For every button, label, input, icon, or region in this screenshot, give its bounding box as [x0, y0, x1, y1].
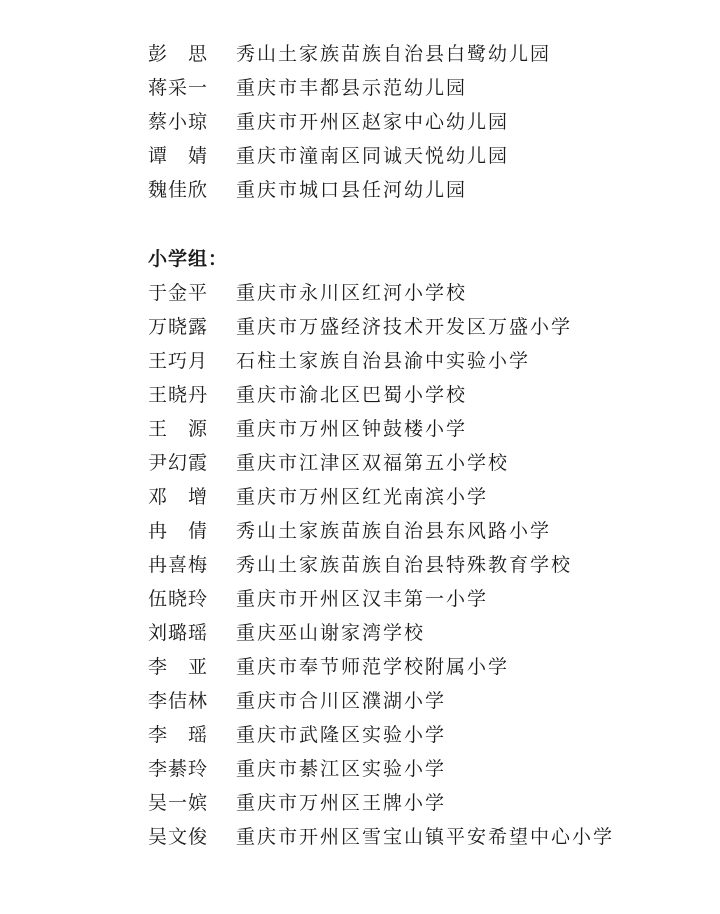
- list-item: [148, 173, 688, 207]
- school-name: 重庆市万州区钟鼓楼小学: [236, 418, 468, 440]
- school-name: 重庆市开州区赵家中心幼儿园: [236, 111, 510, 133]
- list-item: [148, 786, 688, 820]
- school-name: 重庆市万州区红光南滨小学: [236, 486, 489, 508]
- teacher-name: 尹幻霞: [148, 452, 209, 474]
- list-item: [148, 684, 688, 718]
- list-item: [148, 310, 688, 344]
- teacher-name: 吴一嫔: [148, 792, 209, 814]
- school-name: 重庆市城口县任河幼儿园: [236, 179, 468, 201]
- list-item: [148, 344, 688, 378]
- teacher-name: 冉 倩: [148, 520, 209, 542]
- list-item: [148, 412, 688, 446]
- teacher-name: 李佶林: [148, 690, 209, 712]
- teacher-name: 魏佳欣: [148, 179, 209, 201]
- teacher-name: 伍晓玲: [148, 588, 209, 610]
- school-name: 重庆市奉节师范学校附属小学: [236, 656, 510, 678]
- teacher-name: 王巧月: [148, 350, 209, 372]
- school-name: 重庆巫山谢家湾学校: [236, 622, 426, 644]
- teacher-name: 李綦玲: [148, 758, 209, 780]
- school-name: 秀山土家族苗族自治县东风路小学: [236, 520, 552, 542]
- teacher-name: 李 瑶: [148, 724, 209, 746]
- teacher-name: 邓 增: [148, 486, 209, 508]
- school-name: 重庆市江津区双福第五小学校: [236, 452, 510, 474]
- list-item: [148, 718, 688, 752]
- teacher-name: 谭 婧: [148, 145, 209, 167]
- teacher-name: 蔡小琼: [148, 111, 209, 133]
- primary-group-section: [148, 242, 688, 854]
- school-name: 重庆市丰都县示范幼儿园: [236, 77, 468, 99]
- teacher-name: 吴文俊: [148, 826, 209, 848]
- teacher-name: 万晓露: [148, 316, 209, 338]
- list-item: [148, 616, 688, 650]
- school-name: 重庆市渝北区巴蜀小学校: [236, 384, 468, 406]
- list-item: [148, 276, 688, 310]
- kindergarten-list-tail: [148, 37, 688, 207]
- section-heading: 小学组：: [148, 248, 229, 270]
- list-item: [148, 139, 688, 173]
- list-item: [148, 105, 688, 139]
- list-item: [148, 650, 688, 684]
- list-item: [148, 752, 688, 786]
- school-name: 秀山土家族苗族自治县白鹭幼儿园: [236, 43, 552, 65]
- list-item: [148, 548, 688, 582]
- list-item: [148, 820, 688, 854]
- school-name: 重庆市开州区汉丰第一小学: [236, 588, 489, 610]
- teacher-name: 冉喜梅: [148, 554, 209, 576]
- school-name: 重庆市永川区红河小学校: [236, 282, 468, 304]
- school-name: 重庆市开州区雪宝山镇平安希望中心小学: [236, 826, 615, 848]
- school-name: 重庆市万州区王牌小学: [236, 792, 447, 814]
- teacher-name: 刘璐瑶: [148, 622, 209, 644]
- school-name: 重庆市合川区濮湖小学: [236, 690, 447, 712]
- school-name: 石柱土家族自治县渝中实验小学: [236, 350, 531, 372]
- teacher-name: 王晓丹: [148, 384, 209, 406]
- school-name: 重庆市潼南区同诚天悦幼儿园: [236, 145, 510, 167]
- list-item: [148, 582, 688, 616]
- list-item: [148, 37, 688, 71]
- school-name: 重庆市綦江区实验小学: [236, 758, 447, 780]
- teacher-name: 蒋采一: [148, 77, 209, 99]
- school-name: 重庆市武隆区实验小学: [236, 724, 447, 746]
- list-item: [148, 514, 688, 548]
- teacher-name: 于金平: [148, 282, 209, 304]
- teacher-name: 李 亚: [148, 656, 209, 678]
- list-item: [148, 480, 688, 514]
- school-name: 秀山土家族苗族自治县特殊教育学校: [236, 554, 573, 576]
- list-item: [148, 71, 688, 105]
- list-item: [148, 446, 688, 480]
- list-item: [148, 378, 688, 412]
- teacher-name: 王 源: [148, 418, 209, 440]
- school-name: 重庆市万盛经济技术开发区万盛小学: [236, 316, 573, 338]
- teacher-name: 彭 思: [148, 43, 209, 65]
